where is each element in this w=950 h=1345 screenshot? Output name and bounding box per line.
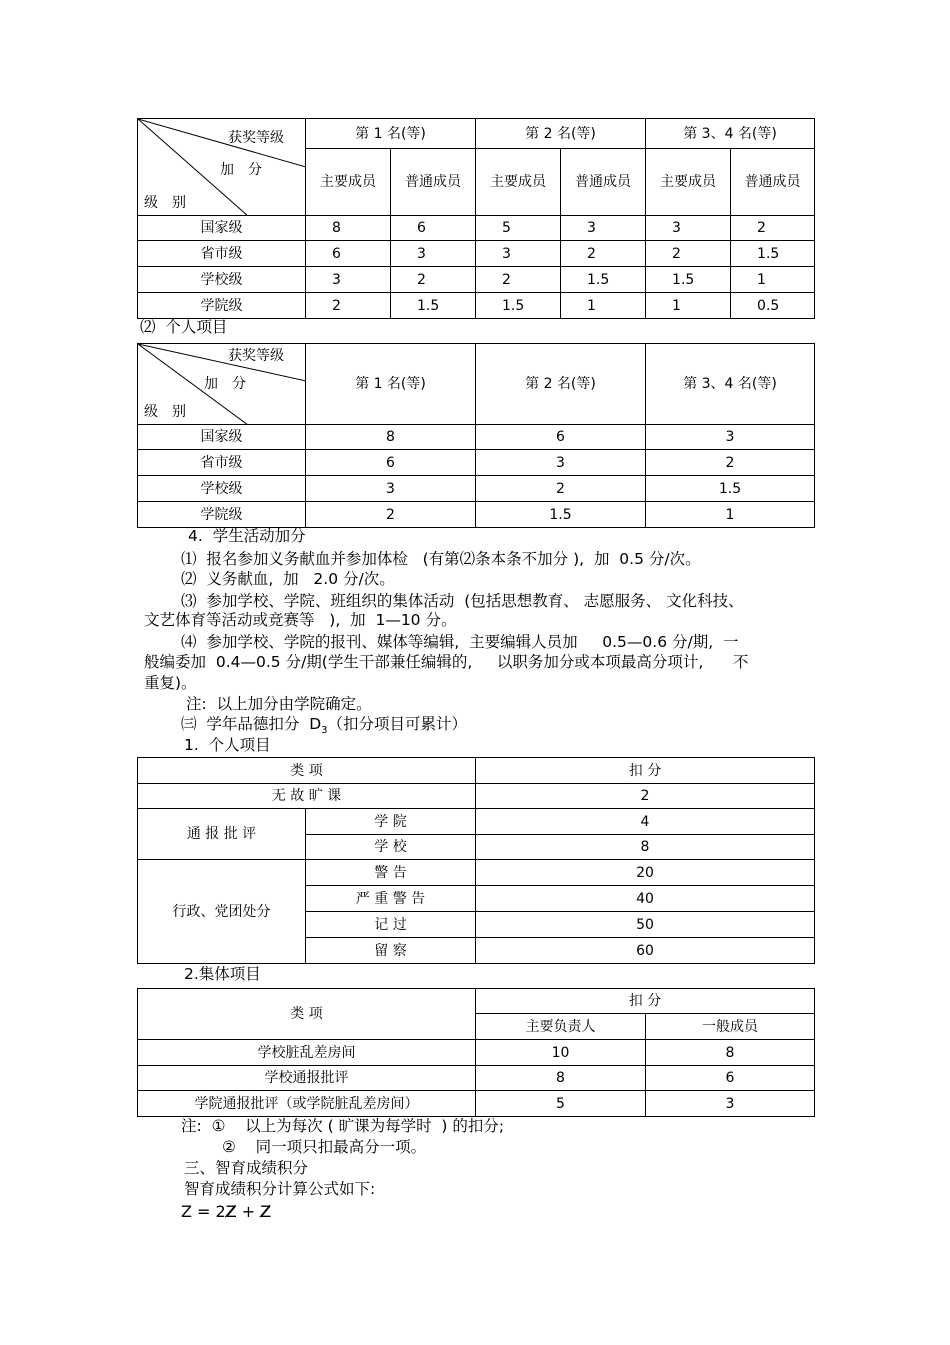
table-row bbox=[138, 267, 815, 293]
diag-label-award: 获奖等级 bbox=[228, 130, 284, 146]
level-cell: 省市级 bbox=[138, 241, 306, 267]
heading-text: （扣分项目可累计） bbox=[327, 715, 468, 733]
table-row bbox=[138, 784, 815, 809]
value-cell: 2 bbox=[476, 267, 561, 293]
item-cell: 学校通报批评 bbox=[138, 1066, 476, 1091]
note: 注: 以上加分由学院确定。 bbox=[186, 695, 372, 713]
group-deduction-heading: 2.集体项目 bbox=[184, 965, 261, 983]
item-cell: 无 故 旷 课 bbox=[138, 784, 476, 809]
deduction-table-personal bbox=[137, 757, 815, 964]
level-cell: 学院级 bbox=[138, 502, 306, 528]
section-activity-heading: 4. 学生活动加分 bbox=[188, 527, 306, 545]
item-cell: 学校脏乱差房间 bbox=[138, 1040, 476, 1066]
value-cell: 6 bbox=[306, 450, 476, 476]
value-cell: 2 bbox=[561, 241, 646, 267]
paragraph: 文艺体育等活动或竞赛等 ), 加 1—10 分。 bbox=[144, 611, 457, 629]
value-cell: 1.5 bbox=[391, 293, 476, 319]
value-cell: 5 bbox=[476, 216, 561, 241]
value-cell: 1.5 bbox=[731, 241, 815, 267]
diag-label-score: 加 分 bbox=[204, 376, 246, 392]
table-row bbox=[138, 425, 815, 450]
note: ② 同一项只扣最高分一项。 bbox=[222, 1138, 427, 1156]
sub-header: 主要成员 bbox=[306, 149, 391, 216]
deduction-table-group bbox=[137, 988, 815, 1117]
paragraph: ⑷ 参加学校、学院的报刊、媒体等编辑, 主要编辑人员加 0.5—0.6 分/期, 一 bbox=[181, 633, 739, 651]
value-cell: 2 bbox=[391, 267, 476, 293]
value-cell: 0.5 bbox=[731, 293, 815, 319]
table-row bbox=[138, 1066, 815, 1091]
paragraph: ⑴ 报名参加义务献血并参加体检 (有第⑵条本条不加分 ), 加 0.5 分/次。 bbox=[181, 550, 701, 568]
diag-label-level: 级 别 bbox=[144, 404, 186, 420]
sub-item-cell: 严 重 警 告 bbox=[306, 886, 476, 912]
item-cell: 行政、党团处分 bbox=[138, 860, 306, 964]
value-cell: 2 bbox=[646, 241, 731, 267]
sub-header: 普通成员 bbox=[561, 149, 646, 216]
value-cell: 1.5 bbox=[646, 476, 815, 502]
item-cell: 学院通报批评（或学院脏乱差房间） bbox=[138, 1091, 476, 1117]
level-cell: 学院级 bbox=[138, 293, 306, 319]
level-cell: 省市级 bbox=[138, 450, 306, 476]
value-cell: 5 bbox=[476, 1091, 646, 1117]
value-cell: 3 bbox=[306, 267, 391, 293]
value-cell: 4 bbox=[476, 809, 815, 835]
table-row bbox=[138, 241, 815, 267]
sub-item-cell: 学 院 bbox=[306, 809, 476, 835]
award-table-personal bbox=[137, 343, 815, 528]
value-cell: 2 bbox=[476, 476, 646, 502]
paragraph: ⑵ 义务献血, 加 2.0 分/次。 bbox=[181, 570, 395, 588]
value-cell: 1.5 bbox=[646, 267, 731, 293]
heading-text: ㈢ 学年品德扣分 D bbox=[181, 715, 322, 733]
sub-item-cell: 警 告 bbox=[306, 860, 476, 886]
diagonal-header bbox=[138, 119, 306, 216]
sub-header: 主要成员 bbox=[476, 149, 561, 216]
value-cell: 3 bbox=[646, 425, 815, 450]
value-cell: 8 bbox=[306, 425, 476, 450]
diagonal-header bbox=[138, 344, 306, 425]
value-cell: 3 bbox=[646, 1091, 815, 1117]
value-cell: 6 bbox=[646, 1066, 815, 1091]
sub-item-cell: 记 过 bbox=[306, 912, 476, 938]
subscript: 3 bbox=[321, 725, 328, 737]
value-cell: 40 bbox=[476, 886, 815, 912]
note: 注: ① 以上为每次 ( 旷课为每学时 ) 的扣分; bbox=[181, 1117, 505, 1135]
value-cell: 1 bbox=[646, 293, 731, 319]
value-cell: 2 bbox=[731, 216, 815, 241]
value-cell: 1 bbox=[731, 267, 815, 293]
table-row bbox=[138, 293, 815, 319]
value-cell: 1 bbox=[561, 293, 646, 319]
paragraph: 智育成绩积分计算公式如下: bbox=[184, 1180, 376, 1198]
sub-header: 普通成员 bbox=[731, 149, 815, 216]
group-header: 第 2 名(等) bbox=[476, 344, 646, 425]
value-cell: 50 bbox=[476, 912, 815, 938]
sub-item-cell: 留 察 bbox=[306, 938, 476, 964]
value-cell: 3 bbox=[391, 241, 476, 267]
level-cell: 学校级 bbox=[138, 476, 306, 502]
group-header: 第 1 名(等) bbox=[306, 344, 476, 425]
table-row bbox=[138, 809, 815, 835]
value-cell: 3 bbox=[561, 216, 646, 241]
table-row bbox=[138, 1091, 815, 1117]
value-cell: 8 bbox=[646, 1040, 815, 1066]
sub-item-cell: 学 校 bbox=[306, 835, 476, 860]
value-cell: 3 bbox=[476, 450, 646, 476]
value-cell: 6 bbox=[391, 216, 476, 241]
value-cell: 8 bbox=[476, 835, 815, 860]
value-cell: 1.5 bbox=[476, 502, 646, 528]
section-deduction-heading bbox=[181, 717, 467, 736]
value-cell: 2 bbox=[306, 502, 476, 528]
level-cell: 国家级 bbox=[138, 216, 306, 241]
formula: Z = 2Z̸ + Z̸ bbox=[181, 1202, 272, 1221]
group-header: 第 3、4 名(等) bbox=[646, 344, 815, 425]
group-header: 第 1 名(等) bbox=[306, 119, 476, 149]
table-row bbox=[138, 1040, 815, 1066]
section-intellectual-heading: 三、智育成绩积分 bbox=[184, 1159, 309, 1177]
value-cell: 1 bbox=[646, 502, 815, 528]
item-cell: 通 报 批 评 bbox=[138, 809, 306, 860]
value-cell: 2 bbox=[476, 784, 815, 809]
value-cell: 3 bbox=[476, 241, 561, 267]
table-row bbox=[138, 216, 815, 241]
level-cell: 学校级 bbox=[138, 267, 306, 293]
group-header: 第 2 名(等) bbox=[476, 119, 646, 149]
personal-deduction-heading: 1. 个人项目 bbox=[184, 736, 271, 754]
value-cell: 2 bbox=[306, 293, 391, 319]
personal-items-heading: ⑵ 个人项目 bbox=[140, 318, 228, 336]
value-cell: 8 bbox=[306, 216, 391, 241]
table-row bbox=[138, 502, 815, 528]
group-header: 第 3、4 名(等) bbox=[646, 119, 815, 149]
level-cell: 国家级 bbox=[138, 425, 306, 450]
diag-label-level: 级 别 bbox=[144, 195, 186, 211]
header-general: 一般成员 bbox=[646, 1014, 815, 1040]
table-row bbox=[138, 450, 815, 476]
value-cell: 8 bbox=[476, 1066, 646, 1091]
diag-label-award: 获奖等级 bbox=[228, 348, 284, 364]
value-cell: 10 bbox=[476, 1040, 646, 1066]
value-cell: 60 bbox=[476, 938, 815, 964]
header-type: 类 项 bbox=[138, 758, 476, 784]
table-row bbox=[138, 476, 815, 502]
table-row bbox=[138, 860, 815, 886]
sub-header: 普通成员 bbox=[391, 149, 476, 216]
value-cell: 3 bbox=[646, 216, 731, 241]
value-cell: 1.5 bbox=[476, 293, 561, 319]
value-cell: 1.5 bbox=[561, 267, 646, 293]
header-main: 主要负责人 bbox=[476, 1014, 646, 1040]
header-type: 类 项 bbox=[138, 989, 476, 1040]
award-table-team bbox=[137, 118, 815, 319]
sub-header: 主要成员 bbox=[646, 149, 731, 216]
value-cell: 6 bbox=[476, 425, 646, 450]
value-cell: 3 bbox=[306, 476, 476, 502]
value-cell: 2 bbox=[646, 450, 815, 476]
header-score: 扣 分 bbox=[476, 758, 815, 784]
value-cell: 20 bbox=[476, 860, 815, 886]
value-cell: 6 bbox=[306, 241, 391, 267]
paragraph: ⑶ 参加学校、学院、班组织的集体活动 (包括思想教育、 志愿服务、 文化科技、 bbox=[181, 592, 744, 610]
paragraph: 般编委加 0.4—0.5 分/期(学生干部兼任编辑的, 以职务加分或本项最高分项计, 不 bbox=[144, 653, 749, 671]
paragraph: 重复)。 bbox=[144, 674, 197, 692]
diag-label-score: 加 分 bbox=[220, 162, 262, 178]
header-score: 扣 分 bbox=[476, 989, 815, 1014]
